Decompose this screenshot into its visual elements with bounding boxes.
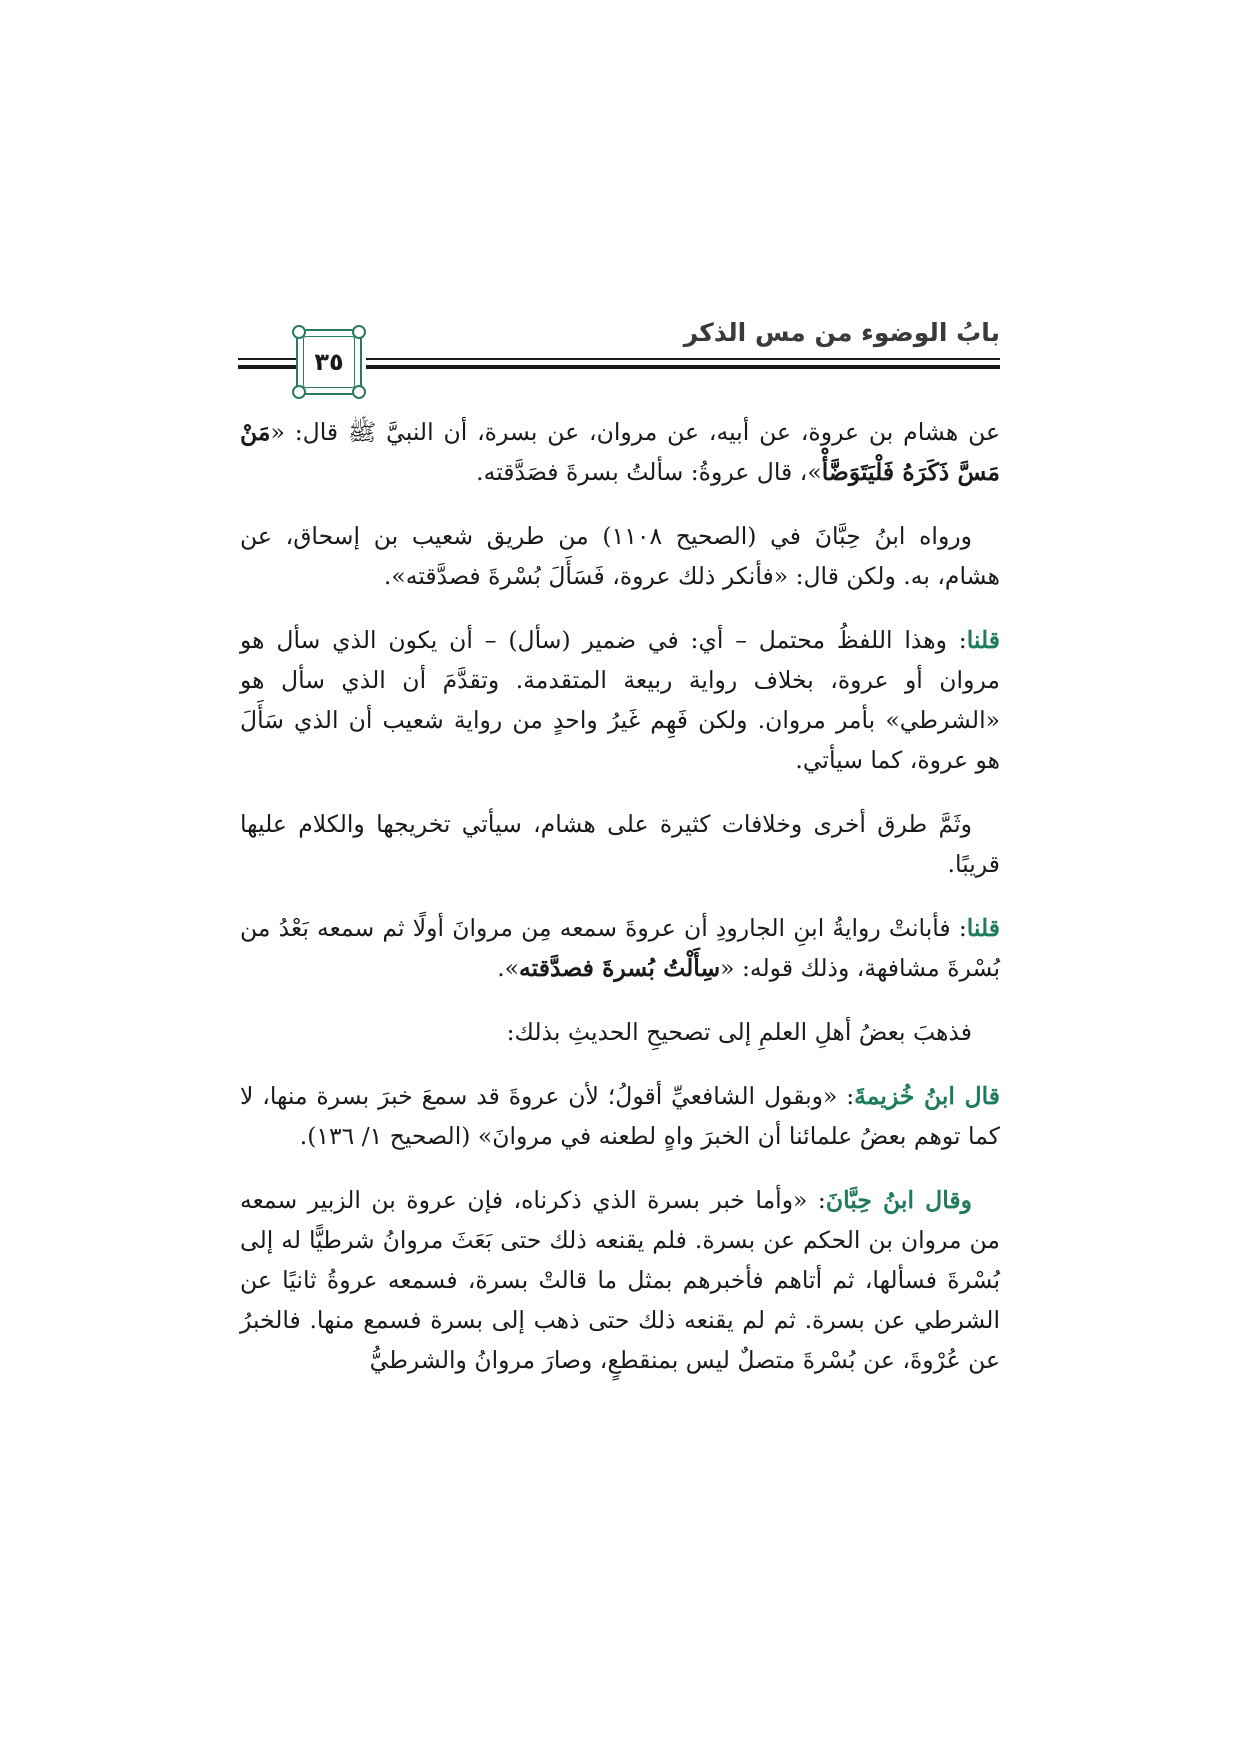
page-body [240,412,1000,1404]
page-number: ٣٥ [314,348,344,376]
text-segment: : وهذا اللفظُ محتمل – أي: في ضمير (سأل) – أن يكون الذي سأل هو مروان أو عروة، بخلاف رواية ربيعة المتقدمة. وتقدَّمَ أن الذي سأل هو «الشرطي» بأمر مروان. ولكن فَهِم غَيرُ واحدٍ من رواية شعيب أن الذي سَأَلَ هو عروة، كما سيأتي. [240,626,1000,774]
header-rule-thick [366,365,1000,369]
paragraph-7 [240,1076,1000,1156]
paragraph-8 [240,1180,1000,1380]
text-segment: عن هشام بن عروة، عن أبيه، عن مروان، عن بسرة، أن النبيَّ ﷺ قال: « [270,418,1000,446]
paragraph-1 [240,412,1000,492]
lead-word: قلنا [966,914,1000,942]
chapter-title: بابُ الوضوء من مس الذكر [683,318,1000,347]
quoted-text: سِأَلْتُ بُسرةَ فصدَّقته [519,954,721,982]
header-rule-thin-left [238,358,296,360]
paragraph-4 [240,804,1000,884]
paragraph-3 [240,620,1000,780]
text-segment: وثَمَّ طرق أخرى وخلافات كثيرة على هشام، سيأتي تخريجها والكلام عليها قريبًا. [240,810,1000,878]
text-segment: ». [497,954,520,982]
text-segment: : فأبانتْ روايةُ ابنِ الجارودِ أن عروةَ سمعه مِن مروانَ أولًا ثم سمعه بَعْدُ من بُسْرةَ مشافهة، وذلك قوله: « [240,914,1000,982]
lead-word: وقال ابنُ حِبَّانَ [825,1186,972,1214]
header-rule-thin [366,358,1000,360]
running-header [0,318,1240,378]
paragraph-5 [240,908,1000,988]
page-number-ornament [296,329,362,395]
text-segment: : «وبقول الشافعيِّ أقولُ؛ لأن عروةَ قد سمعَ خبرَ بسرة منها، لا كما توهم بعضُ علمائنا أن الخبرَ واهٍ لطعنه في مروانَ» (الصحيح ١/ ١٣٦). [240,1082,1000,1150]
paragraph-6 [240,1012,1000,1052]
lead-word: قال ابنُ خُزيمةَ [854,1082,1000,1110]
text-segment: ورواه ابنُ حِبَّانَ في (الصحيح ١١٠٨) من طريق شعيب بن إسحاق، عن هشام، به. ولكن قال: «فأنكر ذلك عروة، فَسَأَلَ بُسْرةَ فصدَّقته». [240,522,1000,590]
text-segment: »، قال عروةُ: سألتُ بسرةَ فصَدَّقته. [476,458,822,486]
hadith-text: مَنْ مَسَّ ذَكَرَهُ فَلْيَتَوَضَّأْ [240,418,1000,486]
header-rule-thick-left [238,365,296,369]
text-segment: : «وأما خبر بسرة الذي ذكرناه، فإن عروة بن الزبير سمعه من مروان بن الحكم عن بسرة. فلم يقنعه ذلك حتى بَعَثَ مروانُ شرطيًّا له إلى بُسْرةَ فسألها، ثم أتاهم فأخبرهم بمثل ما قالتْ بسرة، فسمعه عروةُ ثانيًا عن الشرطي عن بسرة. ثم لم يقنعه ذلك حتى ذهب إلى بسرة فسمع منها. فالخبرُ عن عُرْوةَ، عن بُسْرةَ متصلٌ ليس بمنقطعٍ، وصارَ مروانُ والشرطيُّ [240,1186,1000,1374]
paragraph-2 [240,516,1000,596]
lead-word: قلنا [966,626,1000,654]
text-segment: فذهبَ بعضُ أهلِ العلمِ إلى تصحيحِ الحديثِ بذلك: [506,1018,972,1046]
